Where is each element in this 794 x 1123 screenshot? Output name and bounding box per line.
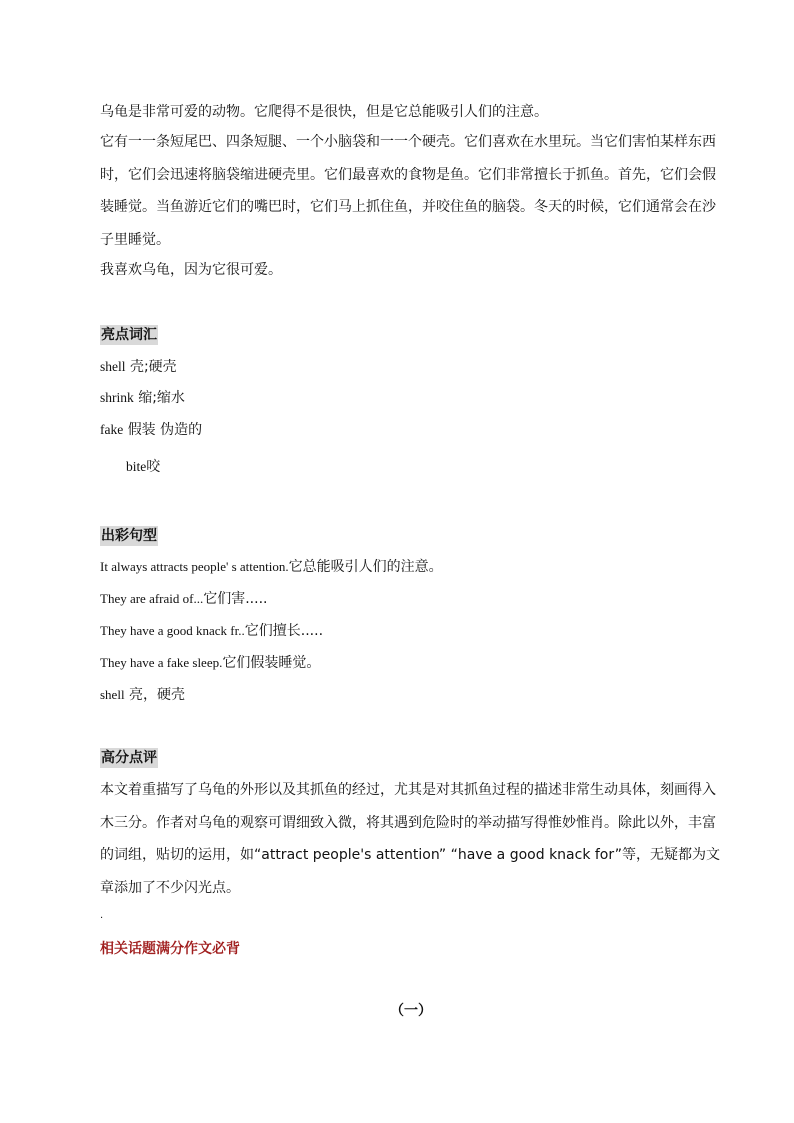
sentence-item — [100, 653, 320, 673]
sentence-item — [100, 685, 185, 705]
sentence-zh: 亮，硬壳 — [129, 687, 186, 703]
sentence-item — [100, 621, 323, 641]
vocab-item — [100, 357, 177, 377]
vocab-item-en: shell — [100, 359, 126, 374]
sentence-item — [100, 557, 443, 577]
sentence-zh: 它们假装睡觉。 — [222, 655, 321, 671]
comment-heading: 高分点评 — [101, 750, 157, 766]
essay-paragraph-2: 它有一一条短尾巴、四条短腿、一个小脑袋和一一个硬壳。它们喜欢在水里玩。当它们害怕某样东西时，它们会迅速将脑袋缩进硬壳里。它们最喜欢的食物是鱼。它们非常擅长于抓鱼。首先，它们会假装睡觉。当鱼游近它们的嘴巴时，它们马上抓住鱼，并咬住鱼的脑袋。冬天的时候，它们通常会在沙子里睡觉。 — [100, 134, 716, 248]
sentence-en: They are afraid of... — [100, 591, 204, 606]
vocab-heading: 亮点词汇 — [101, 327, 157, 343]
vocab-item — [126, 457, 160, 477]
section-number: （一） — [390, 1003, 432, 1019]
related-topic-title: 相关话题满分作文必背 — [100, 941, 240, 957]
vocab-item-en: shrink — [100, 390, 134, 405]
vocab-item-zh: 假装 伪造的 — [127, 422, 203, 438]
vocab-item-zh: 缩;缩水 — [138, 390, 185, 406]
sentence-en: shell — [100, 687, 125, 702]
vocab-item-zh: 壳;硬壳 — [129, 359, 177, 375]
vocab-item-zh: 咬 — [146, 459, 161, 475]
sentences-heading: 出彩句型 — [101, 528, 157, 544]
sentence-en: They have a good knack fr.. — [100, 623, 245, 638]
sentence-en: They have a fake sleep. — [100, 655, 223, 670]
comment-paragraph: 本文着重描写了乌龟的外形以及其抓鱼的经过，尤其是对其抓鱼过程的描述非常生动具体，刻画得入木三分。作者对乌龟的观察可谓细致入微，将其遇到危险时的举动描写得惟妙惟肖。除此以外，丰富的词组，贴切的运用，如“attract people's attention” “have a good knack for”等，无疑都为文章添加了不少闪光点。 — [100, 782, 720, 896]
sentence-zh: 它总能吸引人们的注意。 — [288, 559, 443, 575]
vocab-item — [100, 388, 185, 408]
essay-paragraph-3: 我喜欢乌龟，因为它很可爱。 — [100, 262, 282, 278]
vocab-item — [100, 420, 202, 440]
vocab-item-en: fake — [100, 422, 124, 437]
essay-paragraph-1: 乌龟是非常可爱的动物。它爬得不是很快，但是它总能吸引人们的注意。 — [100, 104, 548, 120]
stray-dot: . — [100, 910, 104, 921]
sentence-zh: 它们害..... — [203, 591, 268, 607]
vocab-item-en: bite — [126, 459, 147, 474]
sentence-zh: 它们擅长..... — [244, 623, 324, 639]
sentence-item — [100, 589, 268, 609]
sentence-en: It always attracts people' s attention. — [100, 559, 289, 574]
